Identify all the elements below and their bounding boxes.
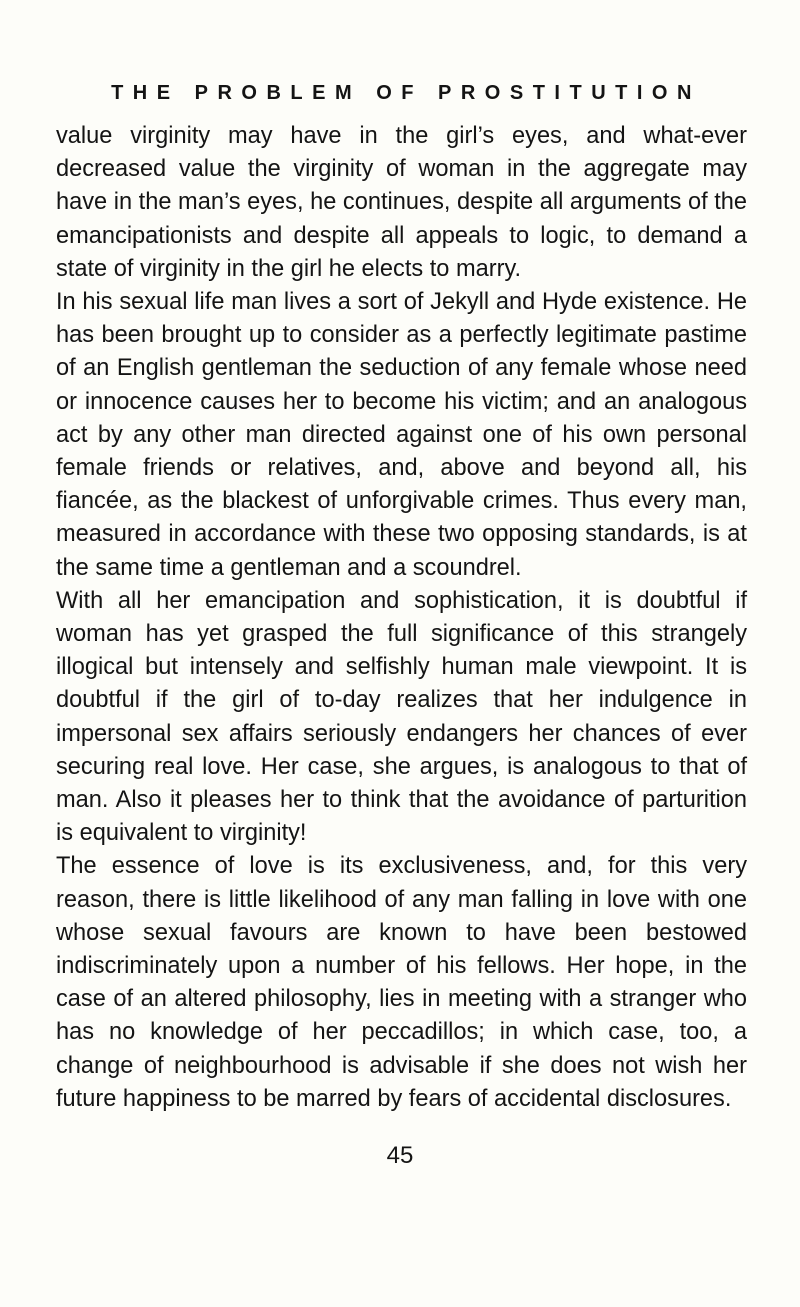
- paragraph-2: In his sexual life man lives a sort of Jekyll and Hyde existence. He has been brought up to consider as a perfectly legitimate pastime of an English gentleman the seduction of any female whose need or innocence causes her to become his victim; and an analogous act by any other man directed against one of his own personal female friends or relatives, and, above and beyond all, his fiancée, as the blackest of unforgivable crimes. Thus every man, measured in accordance with these two opposing standards, is at the same time a gentleman and a scoundrel.: [56, 289, 747, 581]
- paragraph-1: value virginity may have in the girl’s eyes, and what-ever decreased value the virginity of woman in the aggregate may have in the man’s eyes, he continues, despite all arguments of the emancipationists and despite all appeals to logic, to demand a state of virginity in the girl he elects to marry.: [56, 123, 747, 282]
- paragraph-4: The essence of love is its exclusiveness, and, for this very reason, there is little likelihood of any man falling in love with one whose sexual favours are known to have been bestowed indiscriminately upon a number of his fellows. Her hope, in the case of an altered philosophy, lies in meeting with a stranger who has no knowledge of her peccadillos; in which case, too, a change of neighbourhood is advisable if she does not wish her future happiness to be marred by fears of accidental disclosures.: [56, 853, 747, 1112]
- paragraph-3: With all her emancipation and sophistication, it is doubtful if woman has yet grasped the full significance of this strangely illogical but intensely and selfishly human male viewpoint. It is doubtful if the girl of to-day realizes that her indulgence in impersonal sex affairs seriously endangers her chances of ever securing real love. Her case, she argues, is analogous to that of man. Also it pleases her to think that the avoidance of parturition is equivalent to virginity!: [56, 587, 747, 847]
- body-text: [56, 120, 747, 1116]
- running-head: THE PROBLEM OF PROSTITUTION: [111, 82, 701, 104]
- page-number: 45: [386, 1142, 414, 1169]
